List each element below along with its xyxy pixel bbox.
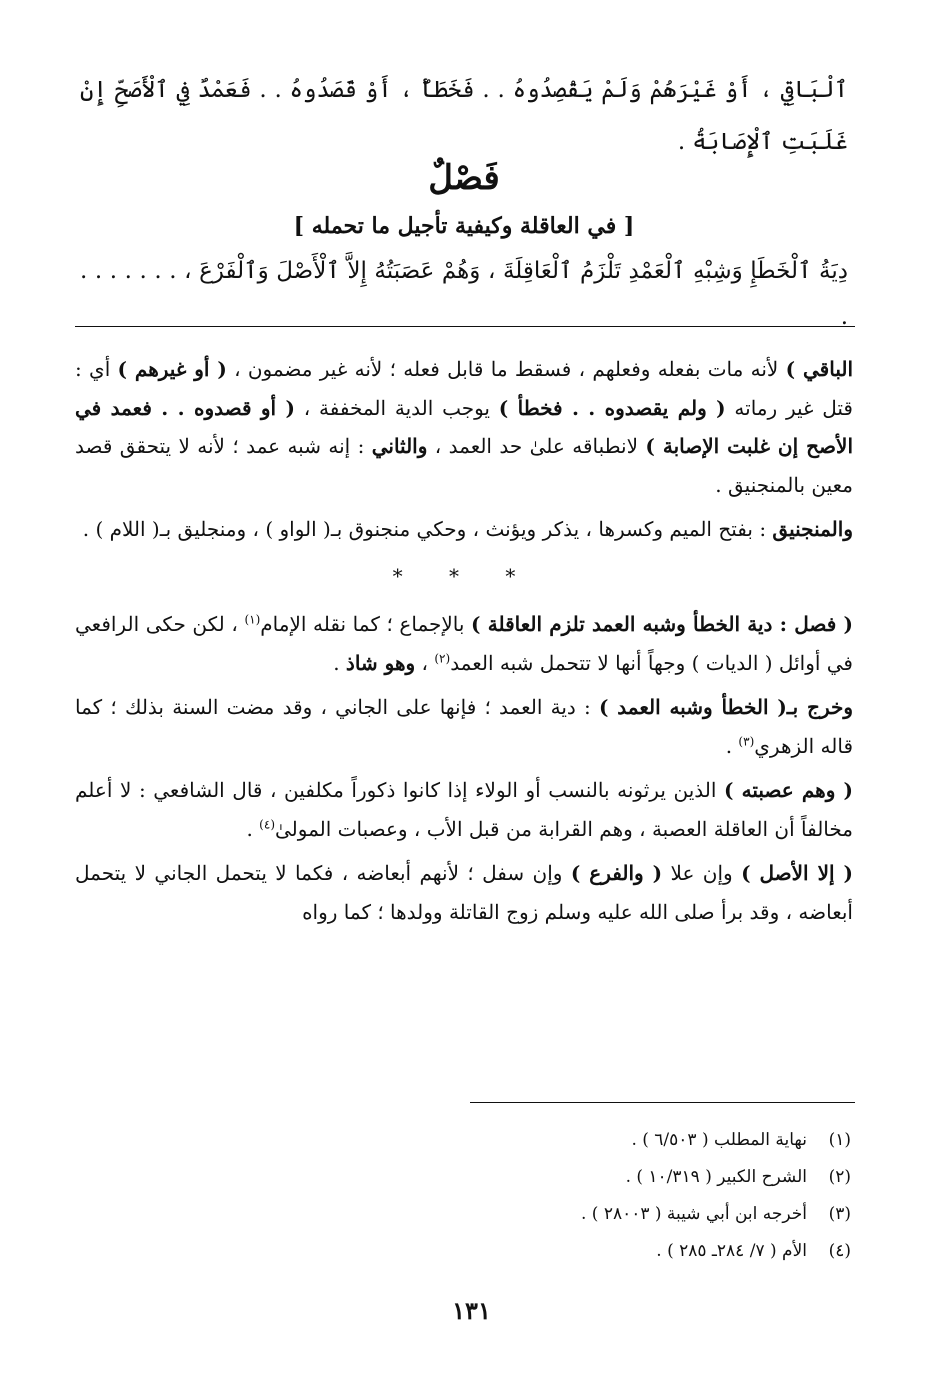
footnote-number: (١) [828, 1130, 851, 1150]
matn-line: ٱلْبَاقِي ، أَوْ غَيْرَهُمْ وَلَمْ يَقْصِدُوهُ . . فَخَطَأٌ ، أَوْ قَصَدُوهُ . . فَعَمْدٌ فِي ٱلْأَصَحِّ إِنْ غَلَبَتِ ٱلْإِصَابَةُ . [80, 77, 848, 155]
text: الذين يرثونه بالنسب أو الولاء إذا كانوا ذكوراً مكلفين ، قال الشافعي : لا أعلم مخالفاً أن العاقلة العصبة ، وهم القرابة من قبل الأب ، وعصبات المولىٰ [75, 778, 853, 841]
footnote [80, 1159, 851, 1196]
matn-text [80, 64, 848, 168]
text: لانطباقه علىٰ حد العمد ، [427, 434, 646, 458]
bold-term: ( ولم يقصدوه . . فخطأ ) [498, 395, 726, 420]
footnotes [80, 1122, 851, 1270]
footnote-ref[interactable]: (٣) [738, 733, 755, 748]
text: ، [415, 650, 435, 675]
text: يوجب الدية المخففة ، [294, 395, 499, 420]
text: وإن سفل ؛ لأنهم أبعاضه ، فكما لا يتحمل الجاني لا يتحمل أبعاضه ، وقد برأ صلى الله عليه وسلم زوج القاتلة وولدها ؛ كما رواه [75, 861, 853, 924]
bold-term: والثاني [371, 434, 428, 458]
fasl-heading: فَصْلٌ [428, 158, 500, 198]
text: . [725, 733, 739, 758]
bold-term: وخرج بـ( الخطأ وشبه العمد ) [598, 695, 853, 719]
page-number: ١٣١ [452, 1296, 491, 1325]
footnote-text: الأم ( ٧/ ٢٨٤ـ ٢٨٥ ) . [656, 1241, 807, 1261]
footnote-text: أخرجه ابن أبي شيبة ( ٢٨٠٠٣ ) . [580, 1204, 807, 1224]
footnote-ref[interactable]: (٤) [259, 816, 275, 831]
footnote-ref[interactable]: (٢) [434, 650, 451, 665]
footnote-number: (٢) [828, 1167, 851, 1187]
bold-term: ( إلا الأصل ) [741, 861, 854, 885]
section-title: [ في العاقلة وكيفية تأجيل ما تحمله ] [293, 213, 635, 239]
commentary-paragraph [75, 510, 853, 549]
text: ، لكن حكى الرافعي في أوائل ( الديات ) وجهاً أنها لا تتحمل شبه العمد [75, 612, 853, 675]
bold-term: ( والفرع ) [570, 861, 663, 885]
text: : بفتح الميم وكسرها ، يذكر ويؤنث ، وحكي منجنوق بـ( الواو ) ، ومنجليق بـ( اللام ) . [82, 517, 773, 541]
commentary-paragraph [75, 854, 853, 931]
footnote [80, 1122, 851, 1159]
fasl-matn: دِيَةُ ٱلْخَطَإِ وَشِبْهِ ٱلْعَمْدِ تَلْزَمُ ٱلْعَاقِلَةَ ، وَهُمْ عَصَبَتُهُ إِلاَّ ٱلْأَصْلَ وَٱلْفَرْعَ ، . . . . . . . . [80, 258, 848, 330]
commentary [75, 350, 853, 937]
footnote-text: نهاية المطلب ( ٦/٥٠٣ ) . [631, 1130, 807, 1150]
footnote-ref[interactable]: (١) [244, 612, 261, 627]
text: : دية العمد ؛ فإنها على الجاني ، وقد مضت السنة بذلك ؛ كما قاله الزهري [75, 695, 853, 758]
text: : إنه شبه عمد ؛ لأنه لا يتحقق قصد معين بالمنجنيق . [75, 434, 853, 497]
text: . [246, 816, 260, 841]
text: وإن علا [662, 861, 742, 885]
commentary-paragraph [75, 771, 853, 848]
text: . [333, 650, 346, 675]
commentary-paragraph [75, 605, 853, 682]
bold-term: الباقي ) [785, 357, 853, 381]
bold-term: ( فصل : دية الخطأ وشبه العمد تلزم العاقلة ) [471, 612, 853, 636]
bold-term: وهو شاذ [345, 650, 416, 675]
footnote-number: (٤) [828, 1241, 851, 1261]
footnote-divider [470, 1102, 855, 1103]
bold-term: والمنجنيق [772, 517, 853, 541]
text: لأنه مات بفعله وفعلهم ، فسقط ما قابل فعله ؛ لأنه غير مضمون ، [226, 357, 786, 381]
footnote [80, 1233, 851, 1270]
commentary-paragraph [75, 350, 853, 504]
divider [75, 326, 855, 327]
bold-term: ( أو غيرهم ) [117, 357, 227, 381]
commentary-paragraph [75, 688, 853, 765]
footnote-text: الشرح الكبير ( ١٠/٣١٩ ) . [625, 1167, 807, 1187]
text: بالإجماع ؛ كما نقله الإمام [260, 612, 472, 636]
bold-term: ( وهم عصبته ) [723, 778, 854, 802]
text: أي : قتل غير رماته [75, 357, 853, 420]
footnote [80, 1196, 851, 1233]
separator-stars: * * * [392, 563, 536, 588]
bold-term: ( أو قصدوه . . فعمد في الأصح إن غلبت الإصابة ) [75, 395, 854, 458]
footnote-number: (٣) [828, 1204, 851, 1224]
